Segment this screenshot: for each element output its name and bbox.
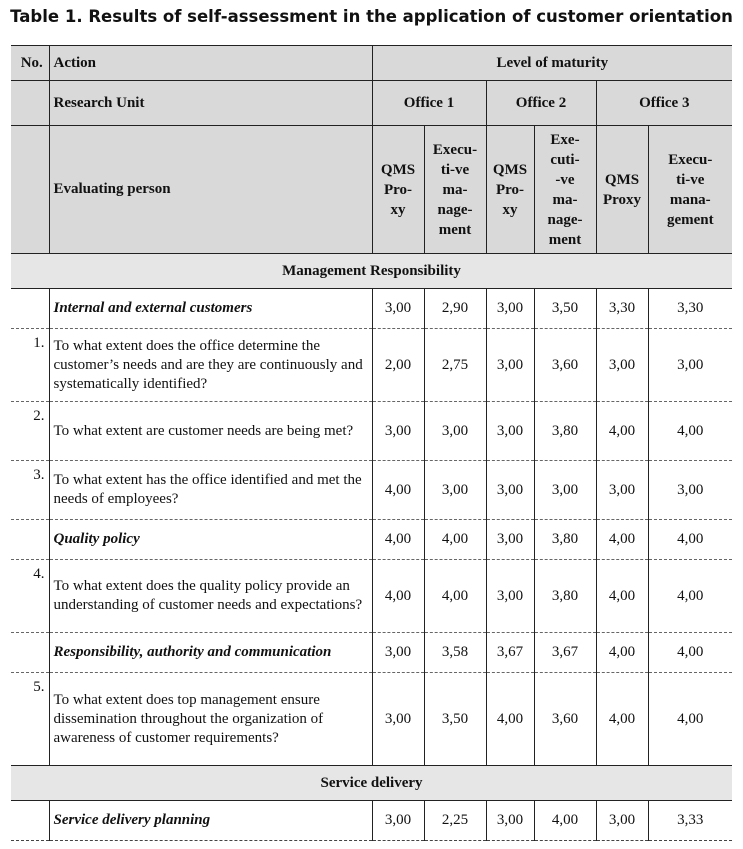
score-cell: 3,00 [372, 801, 424, 841]
header-person-line: nage- [437, 201, 473, 218]
score-cell: 3,60 [534, 673, 596, 766]
header-row-action [11, 46, 732, 81]
score-cell: 3,00 [372, 289, 424, 329]
score-cell: 4,00 [596, 560, 648, 633]
score-cell: 3,00 [648, 461, 732, 520]
score-cell: 2,00 [372, 329, 424, 402]
header-empty-cell [11, 81, 49, 126]
header-office-3: Office 3 [596, 81, 732, 126]
question-text: To what extent are customer needs are being met? [49, 402, 372, 461]
score-cell: 3,00 [486, 520, 534, 560]
score-cell: 3,80 [534, 560, 596, 633]
score-cell: 4,00 [424, 560, 486, 633]
score-cell: 3,67 [486, 633, 534, 673]
score-cell: 2,75 [424, 329, 486, 402]
category-label: Service delivery planning [49, 801, 372, 841]
score-cell: 4,00 [648, 402, 732, 461]
score-cell: 3,00 [486, 402, 534, 461]
score-cell: 3,00 [596, 461, 648, 520]
header-person-line: -ve [555, 171, 575, 188]
question-row [11, 673, 732, 766]
row-number: 3. [11, 461, 49, 520]
header-person-6 [648, 126, 732, 254]
score-cell: 4,00 [372, 461, 424, 520]
header-research-unit: Research Unit [49, 81, 372, 126]
score-cell: 3,00 [534, 461, 596, 520]
category-row [11, 520, 732, 560]
score-cell: 3,00 [596, 801, 648, 841]
header-person-line: Exe- [550, 131, 580, 148]
score-cell: 3,00 [486, 461, 534, 520]
score-cell: 3,30 [648, 289, 732, 329]
header-person-line: ment [548, 231, 582, 248]
score-cell: 4,00 [648, 560, 732, 633]
score-cell: 3,80 [534, 402, 596, 461]
header-level-of-maturity: Level of maturity [372, 46, 732, 81]
header-row-evaluating-person [11, 126, 732, 254]
category-row [11, 633, 732, 673]
score-cell: 4,00 [424, 520, 486, 560]
score-cell: 3,50 [534, 289, 596, 329]
row-number [11, 633, 49, 673]
header-person-line: Execu- [668, 151, 713, 168]
header-person-line: Pro- [383, 181, 413, 198]
score-cell: 4,00 [596, 402, 648, 461]
header-person-line: Proxy [602, 191, 642, 208]
score-cell: 3,00 [486, 329, 534, 402]
question-text: To what extent does the office determine the customer’s needs and are they are continuously and systematically identified? [49, 329, 372, 402]
question-text: To what extent does the quality policy provide an understanding of customer needs and expectations? [49, 560, 372, 633]
header-office-1: Office 1 [372, 81, 486, 126]
header-person-2 [424, 126, 486, 254]
question-row [11, 560, 732, 633]
header-person-line: xy [390, 201, 406, 218]
header-person-line: ti-ve [440, 161, 470, 178]
section-header-row [11, 766, 732, 801]
section-header-row [11, 254, 732, 289]
header-person-3 [486, 126, 534, 254]
row-number: 5. [11, 673, 49, 766]
category-label: Responsibility, authority and communication [49, 633, 372, 673]
row-number [11, 801, 49, 841]
score-cell: 4,00 [596, 673, 648, 766]
score-cell: 3,33 [648, 801, 732, 841]
question-text: To what extent does top management ensure dissemination throughout the organization of awareness of customer requirements? [49, 673, 372, 766]
header-person-line: QMS [380, 161, 416, 178]
header-empty-cell [11, 126, 49, 254]
header-person-line: Execu- [432, 141, 478, 158]
score-cell: 4,00 [596, 520, 648, 560]
score-cell: 2,90 [424, 289, 486, 329]
score-cell: 4,00 [372, 520, 424, 560]
score-cell: 4,00 [596, 633, 648, 673]
score-cell: 3,00 [486, 560, 534, 633]
header-person-line: xy [502, 201, 518, 218]
score-cell: 3,60 [534, 329, 596, 402]
header-row-research-unit [11, 81, 732, 126]
score-cell: 3,00 [372, 633, 424, 673]
category-label: Internal and external customers [49, 289, 372, 329]
row-number [11, 289, 49, 329]
header-person-line: gement [666, 211, 714, 228]
question-row [11, 402, 732, 461]
row-number: 2. [11, 402, 49, 461]
header-person-5 [596, 126, 648, 254]
category-row [11, 801, 732, 841]
header-person-line: mana- [669, 191, 711, 208]
category-row [11, 289, 732, 329]
row-number: 4. [11, 560, 49, 633]
question-row [11, 329, 732, 402]
header-evaluating-person: Evaluating person [49, 126, 372, 254]
score-cell: 4,00 [648, 673, 732, 766]
section-title: Service delivery [11, 766, 732, 801]
header-person-4 [534, 126, 596, 254]
score-cell: 4,00 [648, 520, 732, 560]
score-cell: 4,00 [486, 673, 534, 766]
results-table [11, 45, 732, 841]
score-cell: 3,50 [424, 673, 486, 766]
score-cell: 3,80 [534, 520, 596, 560]
score-cell: 3,00 [372, 402, 424, 461]
row-number [11, 520, 49, 560]
table-caption: Table 1. Results of self-assessment in the application of customer orientation [10, 7, 733, 26]
score-cell: 3,00 [424, 402, 486, 461]
score-cell: 4,00 [648, 633, 732, 673]
score-cell: 3,30 [596, 289, 648, 329]
header-person-line: cuti- [550, 151, 580, 168]
score-cell: 3,00 [648, 329, 732, 402]
header-person-line: ti-ve [676, 171, 705, 188]
score-cell: 3,58 [424, 633, 486, 673]
category-label: Quality policy [49, 520, 372, 560]
header-person-line: Pro- [495, 181, 525, 198]
header-person-line: ma- [442, 181, 468, 198]
row-number: 1. [11, 329, 49, 402]
question-text: To what extent has the office identified and met the needs of employees? [49, 461, 372, 520]
score-cell: 3,00 [372, 673, 424, 766]
header-action: Action [49, 46, 372, 81]
header-no: No. [11, 46, 49, 81]
header-person-line: QMS [492, 161, 528, 178]
score-cell: 3,00 [596, 329, 648, 402]
section-title: Management Responsibility [11, 254, 732, 289]
score-cell: 2,25 [424, 801, 486, 841]
header-person-1 [372, 126, 424, 254]
header-person-line: ma- [552, 191, 578, 208]
score-cell: 4,00 [534, 801, 596, 841]
score-cell: 3,00 [424, 461, 486, 520]
header-person-line: QMS [604, 171, 640, 188]
score-cell: 3,00 [486, 801, 534, 841]
score-cell: 3,67 [534, 633, 596, 673]
header-office-2: Office 2 [486, 81, 596, 126]
score-cell: 3,00 [486, 289, 534, 329]
header-person-line: ment [438, 221, 472, 238]
question-row [11, 461, 732, 520]
header-person-line: nage- [547, 211, 583, 228]
score-cell: 4,00 [372, 560, 424, 633]
